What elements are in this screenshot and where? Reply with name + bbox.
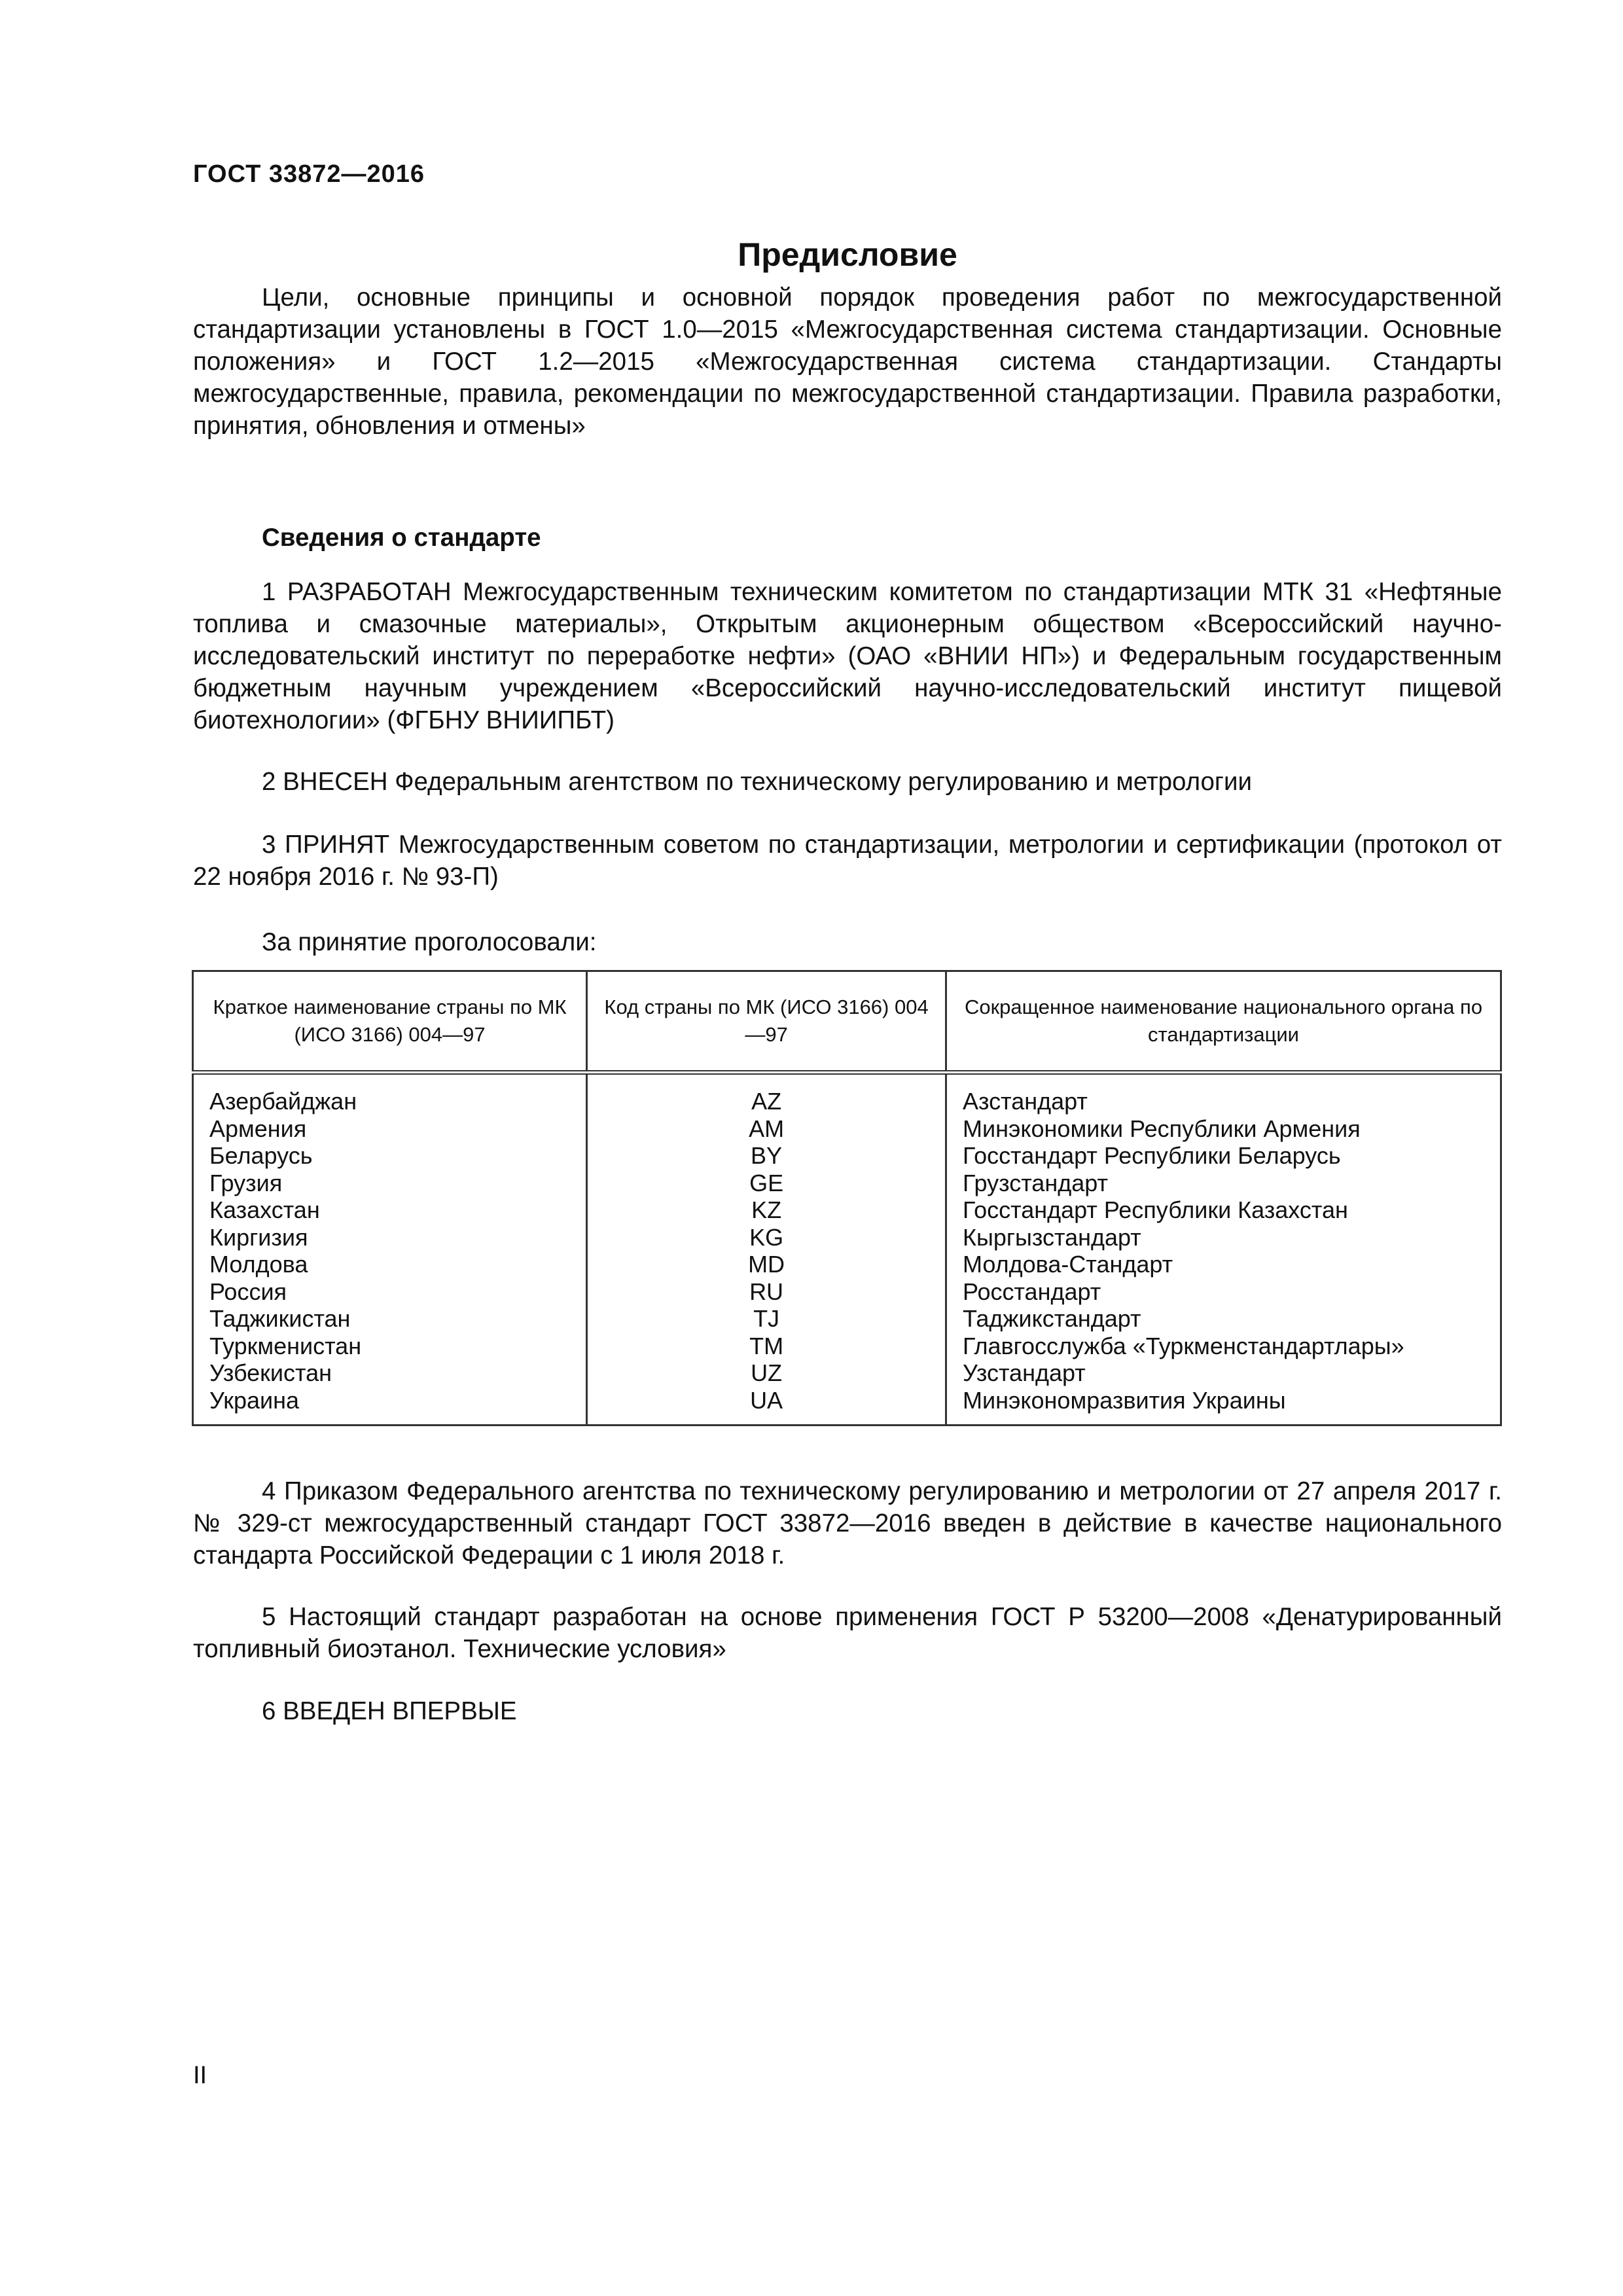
- item-2-introduced: 2 ВНЕСЕН Федеральным агентством по техническому регулированию и метрологии: [262, 768, 1252, 796]
- body-cell: Росстандарт: [946, 1278, 1501, 1306]
- country-cell: Узбекистан: [193, 1359, 587, 1387]
- code-cell: KG: [587, 1224, 946, 1251]
- code-cell: MD: [587, 1251, 946, 1278]
- header-country-name: Краткое наименование страны по МК (ИСО 3166) 004—97: [193, 971, 587, 1073]
- body-cell: Главгосслужба «Туркменстандартлары»: [946, 1333, 1501, 1360]
- table-header-row: [193, 971, 1501, 1073]
- country-cell: Азербайджан: [193, 1073, 587, 1115]
- country-cell: Молдова: [193, 1251, 587, 1278]
- table-row: [193, 1115, 1501, 1143]
- vote-label: За принятие проголосовали:: [262, 928, 597, 956]
- item-5-basis: 5 Настоящий стандарт разработан на основе применения ГОСТ Р 53200—2008 «Денатурированный топливный биоэтанол. Технические условия»: [193, 1603, 1502, 1663]
- code-cell: GE: [587, 1170, 946, 1197]
- body-cell: Грузстандарт: [946, 1170, 1501, 1197]
- code-cell: TJ: [587, 1305, 946, 1333]
- code-cell: BY: [587, 1142, 946, 1170]
- country-cell: Украина: [193, 1387, 587, 1426]
- body-cell: Минэкономики Республики Армения: [946, 1115, 1501, 1143]
- body-cell: Кыргызстандарт: [946, 1224, 1501, 1251]
- country-cell: Беларусь: [193, 1142, 587, 1170]
- country-cell: Казахстан: [193, 1196, 587, 1224]
- code-cell: TM: [587, 1333, 946, 1360]
- code-cell: AZ: [587, 1073, 946, 1115]
- table-row: [193, 1170, 1501, 1197]
- table-row: [193, 1278, 1501, 1306]
- country-cell: Туркменистан: [193, 1333, 587, 1360]
- country-cell: Таджикистан: [193, 1305, 587, 1333]
- table-row: [193, 1359, 1501, 1387]
- page-number: II: [193, 2062, 207, 2089]
- table-row: [193, 1251, 1501, 1278]
- table-row: [193, 1305, 1501, 1333]
- country-cell: Грузия: [193, 1170, 587, 1197]
- code-cell: RU: [587, 1278, 946, 1306]
- body-cell: Узстандарт: [946, 1359, 1501, 1387]
- table-row: [193, 1142, 1501, 1170]
- country-cell: Россия: [193, 1278, 587, 1306]
- table-row: [193, 1073, 1501, 1115]
- table-row: [193, 1387, 1501, 1426]
- body-cell: Таджикстандарт: [946, 1305, 1501, 1333]
- intro-paragraph: Цели, основные принципы и основной порядок проведения работ по межгосударственной стандартизации установлены в ГОСТ 1.0—2015 «Межгосударственная система стандартизации. Основные положения» и ГОСТ 1.2—2015 «Межгосударственная система стандартизации. Стандарты межгосударственные, правила, рекомендации по межгосударственной стандартизации. Правила разработки, принятия, обновления и отмены»: [193, 283, 1502, 440]
- page-title: Предисловие: [738, 236, 957, 273]
- item-4-enacted: 4 Приказом Федерального агентства по техническому регулированию и метрологии от 27 апреля 2017 г. № 329-ст межгосударственный стандарт ГОСТ 33872—2016 введен в действие в качестве национального стандарта Российской Федерации с 1 июля 2018 г.: [193, 1477, 1502, 1570]
- code-cell: UA: [587, 1387, 946, 1426]
- country-cell: Армения: [193, 1115, 587, 1143]
- item-3-adopted: 3 ПРИНЯТ Межгосударственным советом по стандартизации, метрологии и сертификации (протокол от 22 ноября 2016 г. № 93-П): [193, 831, 1502, 891]
- info-heading: Сведения о стандарте: [262, 524, 541, 552]
- code-cell: UZ: [587, 1359, 946, 1387]
- item-1-developed: 1 РАЗРАБОТАН Межгосударственным техническим комитетом по стандартизации МТК 31 «Нефтяные топлива и смазочные материалы», Открытым акционерным обществом «Всероссийский научно-исследовательский институт по переработке нефти» (ОАО «ВНИИ НП») и Федеральным государственным бюджетным научным учреждением «Всероссийский научно-исследовательский институт пищевой биотехнологии» (ФГБНУ ВНИИПБТ): [193, 578, 1502, 734]
- code-cell: AM: [587, 1115, 946, 1143]
- body-cell: Госстандарт Республики Казахстан: [946, 1196, 1501, 1224]
- body-cell: Минэкономразвития Украины: [946, 1387, 1501, 1426]
- body-cell: Госстандарт Республики Беларусь: [946, 1142, 1501, 1170]
- country-cell: Киргизия: [193, 1224, 587, 1251]
- header-standards-body: Сокращенное наименование национального органа по стандартизации: [946, 971, 1501, 1073]
- body-cell: Азстандарт: [946, 1073, 1501, 1115]
- member-states-table: [192, 970, 1502, 1426]
- body-cell: Молдова-Стандарт: [946, 1251, 1501, 1278]
- table-row: [193, 1196, 1501, 1224]
- code-cell: KZ: [587, 1196, 946, 1224]
- item-6-first-introduced: 6 ВВЕДЕН ВПЕРВЫЕ: [262, 1697, 517, 1725]
- table-row: [193, 1333, 1501, 1360]
- standard-designation: ГОСТ 33872—2016: [193, 160, 425, 188]
- header-country-code: Код страны по МК (ИСО 3166) 004—97: [587, 971, 946, 1073]
- table-row: [193, 1224, 1501, 1251]
